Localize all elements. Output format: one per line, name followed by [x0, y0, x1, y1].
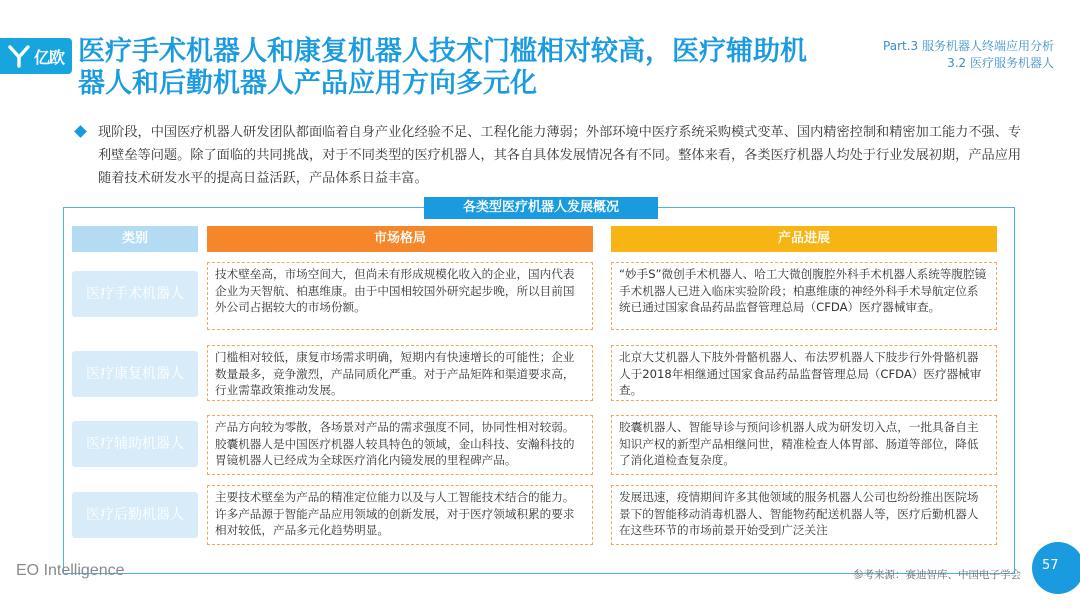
summary-paragraph — [76, 121, 1026, 190]
footer-source: 参考来源：赛迪智库、中国电子学会 — [853, 569, 1021, 581]
row-market: 技术壁垒高，市场空间大，但尚未有形成规模化收入的企业，国内代表企业为天智航、柏惠维康。由于中国相较国外研究起步晚，所以目前国外公司占据较大的市场份额。 — [207, 262, 593, 330]
table-title: 各类型医疗机器人发展概况 — [424, 197, 658, 219]
section-part: Part.3 服务机器人终端应用分析 — [883, 39, 1054, 53]
diamond-bullet-icon — [74, 125, 87, 138]
row-category: 医疗辅助机器人 — [72, 421, 198, 467]
row-product: 发展迅速，疫情期间许多其他领域的服务机器人公司也纷纷推出医院场景下的智能移动消毒机器人、智能物药配送机器人等，医疗后勤机器人在这些环节的市场前景开始受到广泛关注 — [611, 485, 997, 545]
header-product: 产品进展 — [611, 226, 997, 252]
footer-brand: EO Intelligence — [16, 562, 125, 579]
row-market: 门槛相对较低，康复市场需求明确，短期内有快速增长的可能性；企业数量最多，竞争激烈，产品同质化严重。对于产品矩阵和渠道要求高，行业需靠政策推动发展。 — [207, 345, 593, 401]
row-market: 产品方向较为零散，各场景对产品的需求强度不同，协同性相对较弱。胶囊机器人是中国医疗机器人较具特色的领域，金山科技、安瀚科技的胃镜机器人已经成为全球医疗消化内镜发展的里程碑产品。 — [207, 415, 593, 475]
section-label — [883, 38, 1054, 72]
row-category: 医疗手术机器人 — [72, 271, 198, 317]
logo-text: 亿欧 — [34, 47, 65, 67]
section-sub: 3.2 医疗服务机器人 — [947, 56, 1054, 70]
row-product: 北京大艾机器人下肢外骨骼机器人、布法罗机器人下肢步行外骨骼机器人于2018年相继通过国家食品药品监督管理总局（CFDA）医疗器械审查。 — [611, 345, 997, 401]
row-product: 胶囊机器人、智能导诊与预问诊机器人成为研发切入点，一批具备自主知识产权的新型产品相继问世，精准检查人体胃部、肠道等部位，降低了消化道检查复杂度。 — [611, 415, 997, 475]
row-category: 医疗康复机器人 — [72, 351, 198, 397]
logo — [0, 38, 72, 74]
y-logo-icon — [6, 43, 32, 69]
row-product: “妙手S”微创手术机器人、哈工大微创腹腔外科手术机器人系统等腹腔镜手术机器人已进入临床实验阶段；柏惠维康的神经外科手术导航定位系统已通过国家食品药品监督管理总局（CFDA）医疗器械审查。 — [611, 262, 997, 330]
row-category: 医疗后勤机器人 — [72, 492, 198, 538]
header-market: 市场格局 — [207, 226, 593, 252]
page-number: 57 — [1032, 542, 1080, 594]
header-category: 类别 — [72, 226, 198, 252]
page-title: 医疗手术机器人和康复机器人技术门槛相对较高，医疗辅助机器人和后勤机器人产品应用方向多元化 — [78, 36, 807, 99]
summary-text: 现阶段，中国医疗机器人研发团队都面临着自身产业化经验不足、工程化能力薄弱；外部环境中医疗系统采购模式变革、国内精密控制和精密加工能力不强、专利壁垒等问题。除了面临的共同挑战，对于不同类型的医疗机器人，其各自具体发展情况各有不同。整体来看，各类医疗机器人均处于行业发展初期，产品应用随着技术研发水平的提高日益活跃，产品体系日益丰富。 — [98, 125, 1022, 186]
row-market: 主要技术壁垒为产品的精准定位能力以及与人工智能技术结合的能力。许多产品源于智能产品应用领域的创新发展，对于医疗领域积累的要求相对较低，产品多元化趋势明显。 — [207, 485, 593, 545]
